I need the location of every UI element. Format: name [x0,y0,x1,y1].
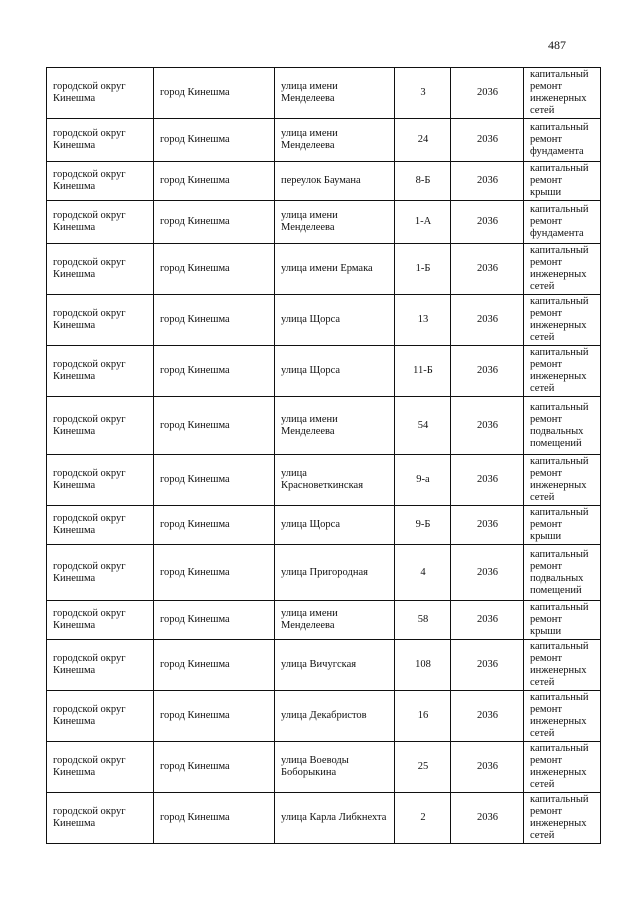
year-cell: 2036 [451,506,524,545]
locality-cell: город Кинешма [154,691,275,742]
table-row [47,506,601,545]
street-cell: улица Красноветкинская [275,455,395,506]
work-type-cell: капитальный ремонт фундамента [524,201,601,244]
district-cell: городской округ Кинешма [47,640,154,691]
district-cell: городской округ Кинешма [47,691,154,742]
street-cell: улица имени Менделеева [275,601,395,640]
work-type-cell: капитальный ремонт инженерных сетей [524,640,601,691]
house-number-cell: 1-А [395,201,451,244]
locality-cell: город Кинешма [154,295,275,346]
street-cell: улица Воеводы Боборыкина [275,742,395,793]
locality-cell: город Кинешма [154,742,275,793]
district-cell: городской округ Кинешма [47,162,154,201]
work-type-cell: капитальный ремонт крыши [524,506,601,545]
table-row [47,640,601,691]
locality-cell: город Кинешма [154,68,275,119]
repair-schedule-table [46,67,601,844]
table-row [47,346,601,397]
work-type-cell: капитальный ремонт инженерных сетей [524,455,601,506]
street-cell: улица имени Менделеева [275,119,395,162]
work-type-cell: капитальный ремонт инженерных сетей [524,742,601,793]
year-cell: 2036 [451,545,524,601]
house-number-cell: 1-Б [395,244,451,295]
year-cell: 2036 [451,455,524,506]
street-cell: улица имени Ермака [275,244,395,295]
table-row [47,295,601,346]
table-row [47,244,601,295]
locality-cell: город Кинешма [154,601,275,640]
district-cell: городской округ Кинешма [47,506,154,545]
locality-cell: город Кинешма [154,455,275,506]
locality-cell: город Кинешма [154,397,275,455]
table-row [47,397,601,455]
house-number-cell: 9-Б [395,506,451,545]
table-row [47,691,601,742]
table-row [47,68,601,119]
locality-cell: город Кинешма [154,793,275,844]
work-type-cell: капитальный ремонт инженерных сетей [524,793,601,844]
house-number-cell: 108 [395,640,451,691]
street-cell: улица Декабристов [275,691,395,742]
work-type-cell: капитальный ремонт крыши [524,162,601,201]
district-cell: городской округ Кинешма [47,244,154,295]
district-cell: городской округ Кинешма [47,397,154,455]
district-cell: городской округ Кинешма [47,201,154,244]
locality-cell: город Кинешма [154,119,275,162]
year-cell: 2036 [451,68,524,119]
year-cell: 2036 [451,742,524,793]
street-cell: улица Вичугская [275,640,395,691]
year-cell: 2036 [451,244,524,295]
table-row [47,742,601,793]
street-cell: улица имени Менделеева [275,68,395,119]
locality-cell: город Кинешма [154,506,275,545]
year-cell: 2036 [451,601,524,640]
house-number-cell: 13 [395,295,451,346]
table-row [47,162,601,201]
district-cell: городской округ Кинешма [47,793,154,844]
locality-cell: город Кинешма [154,244,275,295]
district-cell: городской округ Кинешма [47,455,154,506]
street-cell: переулок Баумана [275,162,395,201]
year-cell: 2036 [451,640,524,691]
street-cell: улица Пригородная [275,545,395,601]
district-cell: городской округ Кинешма [47,601,154,640]
locality-cell: город Кинешма [154,201,275,244]
house-number-cell: 11-Б [395,346,451,397]
work-type-cell: капитальный ремонт подвальных помещений [524,397,601,455]
district-cell: городской округ Кинешма [47,545,154,601]
district-cell: городской округ Кинешма [47,742,154,793]
street-cell: улица Щорса [275,295,395,346]
year-cell: 2036 [451,162,524,201]
table-row [47,601,601,640]
work-type-cell: капитальный ремонт инженерных сетей [524,244,601,295]
year-cell: 2036 [451,119,524,162]
house-number-cell: 58 [395,601,451,640]
house-number-cell: 3 [395,68,451,119]
work-type-cell: капитальный ремонт инженерных сетей [524,346,601,397]
year-cell: 2036 [451,691,524,742]
page-number: 487 [548,38,566,52]
work-type-cell: капитальный ремонт инженерных сетей [524,691,601,742]
house-number-cell: 24 [395,119,451,162]
work-type-cell: капитальный ремонт инженерных сетей [524,68,601,119]
locality-cell: город Кинешма [154,346,275,397]
year-cell: 2036 [451,346,524,397]
street-cell: улица Щорса [275,346,395,397]
house-number-cell: 54 [395,397,451,455]
locality-cell: город Кинешма [154,640,275,691]
street-cell: улица Щорса [275,506,395,545]
house-number-cell: 4 [395,545,451,601]
locality-cell: город Кинешма [154,162,275,201]
house-number-cell: 8-Б [395,162,451,201]
work-type-cell: капитальный ремонт фундамента [524,119,601,162]
street-cell: улица имени Менделеева [275,201,395,244]
district-cell: городской округ Кинешма [47,119,154,162]
house-number-cell: 16 [395,691,451,742]
table-row [47,201,601,244]
table-row [47,455,601,506]
locality-cell: город Кинешма [154,545,275,601]
work-type-cell: капитальный ремонт инженерных сетей [524,295,601,346]
year-cell: 2036 [451,295,524,346]
work-type-cell: капитальный ремонт подвальных помещений [524,545,601,601]
house-number-cell: 2 [395,793,451,844]
street-cell: улица имени Менделеева [275,397,395,455]
district-cell: городской округ Кинешма [47,295,154,346]
year-cell: 2036 [451,793,524,844]
year-cell: 2036 [451,397,524,455]
district-cell: городской округ Кинешма [47,346,154,397]
table-row [47,793,601,844]
table-row [47,119,601,162]
work-type-cell: капитальный ремонт крыши [524,601,601,640]
table-row [47,545,601,601]
street-cell: улица Карла Либкнехта [275,793,395,844]
house-number-cell: 9-а [395,455,451,506]
year-cell: 2036 [451,201,524,244]
house-number-cell: 25 [395,742,451,793]
district-cell: городской округ Кинешма [47,68,154,119]
